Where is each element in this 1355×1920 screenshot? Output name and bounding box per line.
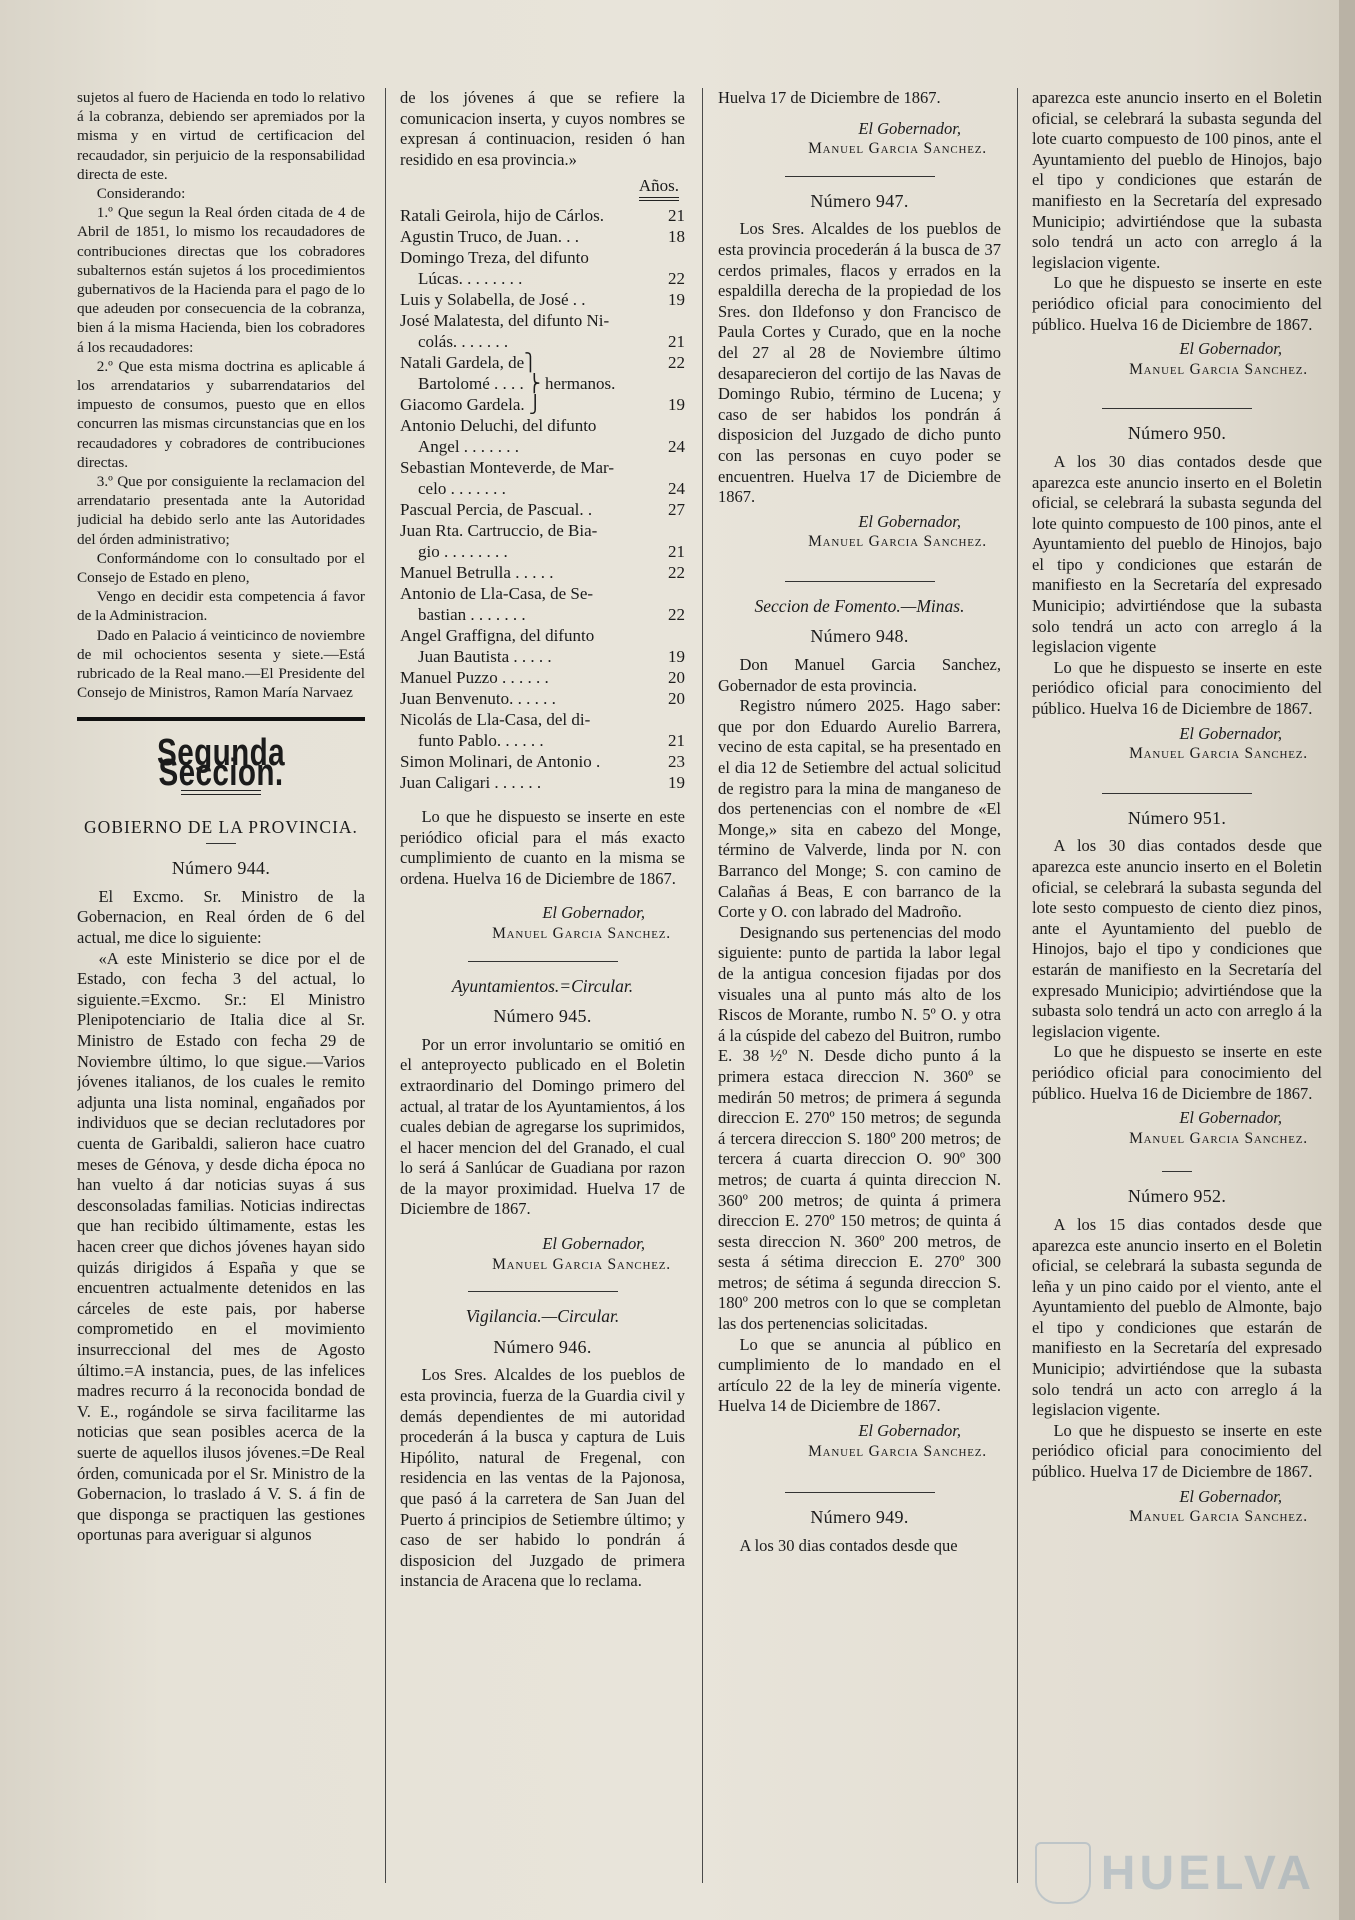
paragraph: A los 30 dias contados desde que aparezca este anuncio inserto en el Boletin oficial, se celebrará la subasta segunda del lote quinto compuesto de 100 pinos, ante el Ayuntamiento del pueblo de Hinojos, bajo el tipo y condiciones que estarán de manifiesto en la Secretaría del expresado Municipio; advirtiéndose que la subasta solo tendrá un acto con arreglo á la legislacion vigente xyxy=(1032,451,1322,657)
list-item xyxy=(400,625,685,646)
person-age xyxy=(651,247,685,268)
paragraph: Lo que he dispuesto se inserte en este periódico oficial para conocimiento del público. Huelva 16 de Diciembre de 1867. xyxy=(1032,1042,1322,1103)
list-item xyxy=(400,478,685,499)
signature-name: Manuel Garcia Sanchez. xyxy=(1129,360,1308,378)
notice-number: Número 948. xyxy=(810,626,909,647)
list-item xyxy=(400,583,685,604)
signature-name: Manuel Garcia Sanchez. xyxy=(1129,1129,1308,1147)
paragraph: 1.º Que segun la Real órden citada de 4 de Abril de 1851, lo mismo los recaudadores de contribuciones directas que los cobradores subalternos están sujetos á los procedimientos gubernativos de la Hacienda para el pago de lo que adeuden por consecuencia de la cobranza, bien á la misma Hacienda, bien los cobradores á los recaudadores: xyxy=(77,204,365,356)
column-3 xyxy=(718,88,1001,1888)
list-item xyxy=(400,520,685,541)
paragraph: A los 15 dias contados desde que aparezca este anuncio inserto en el Boletin oficial, se celebrará la subasta segunda de leña y un pino caido por el viento, ante el Ayuntamiento del pueblo de Almonte, bajo el tipo y condiciones que estarán de manifiesto en la Secretaría del expresado Municipio; advirtiéndose que la subasta solo tendrá un acto con arreglo á la legislacion vigente. xyxy=(1032,1214,1322,1420)
paragraph: Huelva 17 de Diciembre de 1867. xyxy=(718,88,941,107)
person-name: Domingo Treza, del difunto xyxy=(400,247,589,267)
list-item xyxy=(400,247,685,268)
list-item xyxy=(400,604,685,625)
list-item xyxy=(400,415,685,436)
person-age: 24 xyxy=(668,436,685,456)
person-age: 22 xyxy=(668,604,685,624)
paragraph: de los jóvenes á que se refiere la comunicacion inserta, y cuyos nombres se expresan á continuacion, residen ó han residido en esa provincia.» xyxy=(400,88,685,169)
section-divider xyxy=(77,717,365,721)
paragraph: Registro número 2025. Hago saber: que por don Eduardo Aurelio Barrera, vecino de esta capital, se ha presentado en el dia 12 de Setiembre del actual solicitud de registro para la mina de manganeso de dos pertenencias con el nombre de «El Monge,» sita en cabezo del Monge, término de Valverde, linda por N. con Barranco del Monge; S. con camino de Calañas á Beas, E con barranco de la Corte y O. con labrado del Madroño. xyxy=(718,696,1001,922)
paragraph: sujetos al fuero de Hacienda en todo lo relativo á la cobranza, debiendo ser apremiados por la misma y en virtud de certificacion del recaudador, sin perjuicio de la responsabilidad directa de este. xyxy=(77,89,365,183)
signature-name: Manuel Garcia Sanchez. xyxy=(808,533,987,551)
column-rule xyxy=(385,88,386,1883)
paragraph: Lo que he dispuesto se inserte en este periódico oficial para conocimiento del público. Huelva 16 de Diciembre de 1867. xyxy=(1032,273,1322,334)
section-heading: GOBIERNO DE LA PROVINCIA. xyxy=(84,816,358,837)
person-age: 24 xyxy=(668,478,685,498)
list-item xyxy=(400,352,685,373)
person-name: Agustin Truco, de Juan. . . xyxy=(400,226,579,246)
person-age: 20 xyxy=(668,688,685,708)
signature-name: Manuel Garcia Sanchez. xyxy=(808,140,987,158)
list-item xyxy=(400,499,685,520)
paragraph: Los Sres. Alcaldes de los pueblos de esta provincia procederán á la busca de 37 cerdos primales, flacos y errados en la espaldilla derecha de la propiedad de los Sres. don Ildefonso y don Francisco de Paula Cortes y Curado, que en la noche del 27 al 28 de Noviembre último desaparecieron del cortijo de las Navas de Domingo Rubio, término de Lucena; y caso de ser habidos los pondrán á disposicion del Juzgado de dicho punto con las personas en cuyo poder se encuentren. Huelva 17 de Diciembre de 1867. xyxy=(718,219,1001,507)
person-age xyxy=(651,625,685,646)
person-age: 21 xyxy=(668,205,685,225)
paragraph: Dado en Palacio á veinticinco de noviembre de mil ochocientos sesenta y siete.—Está rubricado de la Real mano.—El Presidente del Consejo de Ministros, Ramon María Narvaez xyxy=(77,626,365,702)
paragraph: El Excmo. Sr. Ministro de la Gobernacion, en Real órden de 6 del actual, me dice lo siguiente: xyxy=(77,886,365,948)
list-item xyxy=(400,562,685,583)
list-item xyxy=(400,373,685,394)
notice-number: Número 944. xyxy=(171,858,271,879)
list-item xyxy=(400,751,685,772)
person-name: Juan Caligari . . . . . . xyxy=(400,772,542,792)
signature-title: El Gobernador, xyxy=(542,903,645,923)
double-rule xyxy=(639,197,679,201)
list-item xyxy=(400,310,685,331)
person-name: Natali Gardela, de⎫ xyxy=(400,352,537,372)
list-item xyxy=(400,772,685,793)
person-name: colás. . . . . . . xyxy=(418,331,509,351)
signature-title: El Gobernador, xyxy=(1179,723,1282,743)
list-item xyxy=(400,268,685,289)
person-age: 19 xyxy=(668,289,685,309)
paragraph: Conformándome con lo consultado por el Consejo de Estado en pleno, xyxy=(77,549,365,587)
paragraph: Por un error involuntario se omitió en el anteproyecto publicado en el Boletin extraordinario del Domingo primero del actual, al tratar de los Ayuntamientos, á los cuales debian de agregarse los suprimidos, el hacer mencion del del Granado, el cual lo será á Sanlúcar de Guadiana por razon de la mayor proximidad. Huelva 17 de Diciembre de 1867. xyxy=(400,1034,685,1219)
divider xyxy=(206,843,236,844)
person-name: Lúcas. . . . . . . . xyxy=(418,268,523,288)
person-name: Ratali Geirola, hijo de Cárlos. xyxy=(400,205,604,225)
section-heading: Seccion de Fomento.—Minas. xyxy=(754,595,965,616)
list-item xyxy=(400,226,685,247)
person-name: Simon Molinari, de Antonio . xyxy=(400,751,601,771)
list-item xyxy=(400,541,685,562)
notice-number: Número 951. xyxy=(1127,807,1227,828)
list-item xyxy=(400,394,685,415)
divider xyxy=(1102,793,1252,794)
page-edge xyxy=(1339,0,1355,1920)
person-name: Manuel Betrulla . . . . . xyxy=(400,562,554,582)
person-name: Nicolás de Lla-Casa, del di- xyxy=(400,709,591,729)
person-name: gio . . . . . . . . xyxy=(418,541,508,561)
paragraph: Lo que he dispuesto se inserte en este periódico oficial para conocimiento del público. Huelva 17 de Diciembre de 1867. xyxy=(1032,1420,1322,1482)
person-age: 22 xyxy=(668,352,685,372)
person-age: 22 xyxy=(668,562,685,582)
notice-number: Número 945. xyxy=(493,1006,592,1027)
person-name: Antonio de Lla-Casa, de Se- xyxy=(400,583,594,603)
person-name: José Malatesta, del difunto Ni- xyxy=(400,310,610,330)
section-title: Segunda Seccion. xyxy=(157,731,285,795)
column-rule xyxy=(1017,88,1018,1883)
person-name: Antonio Deluchi, del difunto xyxy=(400,415,597,435)
paragraph: A los 30 dias contados desde que xyxy=(739,1535,958,1555)
person-name: Giacomo Gardela. ⎭ xyxy=(400,394,542,414)
signature-title: El Gobernador, xyxy=(858,511,961,531)
list-item xyxy=(400,436,685,457)
signature-name: Manuel Garcia Sanchez. xyxy=(1129,1508,1308,1526)
divider xyxy=(1102,408,1252,409)
names-list xyxy=(400,205,685,793)
signature-name: Manuel Garcia Sanchez. xyxy=(808,1442,987,1460)
person-name: Juan Rta. Cartruccio, de Bia- xyxy=(400,520,598,540)
person-name: bastian . . . . . . . xyxy=(418,604,526,624)
signature-title: El Gobernador, xyxy=(1179,339,1282,359)
section-heading: Ayuntamientos.=Circular. xyxy=(451,975,634,996)
person-name: Juan Benvenuto. . . . . . xyxy=(400,688,556,708)
paragraph: «A este Ministerio se dice por el de Estado, con fecha 3 del actual, lo siguiente.=Excmo. Sr.: El Ministro Plenipotenciario de Italia dice al Sr. Ministro de Estado con fecha 29 de Noviembre último, lo que sigue.—Varios jóvenes italianos, de los cuales le remito adjunta una lista nominal, engañados por individuos que se decian reclutadores por cuenta de Garibaldi, salieron hace cuatro meses de Génova, y desde dicha época no han vuelto á dar noticias suyas á sus desconsoladas familias. Noticias indirectas que han recibido últimamente, estas les hacen creer que dichos jóvenes hayan sido quizás dirigidos á España y que se encuentren actualmente detenidos en las cárceles de este pais, por haberse comprometido en el movimiento insurreccional del mes de Agosto último.=A instancia, pues, de las infelices madres recurro á la reconocida bondad de V. E., rogándole se sirva facilitarme las noticias que sean posibles acerca de la suerte de aquellos ilusos jóvenes.=De Real órden, comunicada por el Sr. Ministro de la Gobernacion, lo traslado á V. S. á fin de que disponga se practiquen las gestiones oportunas para averiguar si algunos xyxy=(77,948,365,1545)
paragraph: Lo que he dispuesto se inserte en este periódico oficial para el más exacto cumplimiento de cuanto en la misma se ordena. Huelva 16 de Diciembre de 1867. xyxy=(400,806,685,888)
person-age xyxy=(651,520,685,541)
signature-title: El Gobernador, xyxy=(1179,1486,1282,1506)
notice-number: Número 949. xyxy=(810,1507,909,1528)
notice-number: Número 950. xyxy=(1127,423,1227,444)
list-item xyxy=(400,646,685,667)
person-age xyxy=(651,583,685,604)
person-age: 19 xyxy=(668,646,685,666)
list-item xyxy=(400,289,685,310)
paragraph: Considerando: xyxy=(96,185,186,203)
person-age: 22 xyxy=(668,268,685,288)
person-name: Sebastian Monteverde, de Mar- xyxy=(400,457,614,477)
person-age: 23 xyxy=(668,751,685,771)
list-item xyxy=(400,730,685,751)
person-name: Pascual Percia, de Pascual. . xyxy=(400,499,593,519)
paragraph: 3.º Que por consiguiente la reclamacion del arrendatario presentada ante la Autoridad judicial ha debido serlo ante las Autoridades del órden administrativo; xyxy=(77,473,365,548)
paragraph: Don Manuel Garcia Sanchez, Gobernador de esta provincia. xyxy=(718,655,1001,695)
person-name: Luis y Solabella, de José . . xyxy=(400,289,586,309)
column-1 xyxy=(77,88,365,1888)
person-age xyxy=(651,310,685,331)
signature-title: El Gobernador, xyxy=(542,1234,645,1254)
list-item xyxy=(400,331,685,352)
divider xyxy=(785,176,935,177)
column-4 xyxy=(1032,88,1322,1888)
person-age xyxy=(651,373,685,394)
person-age: 21 xyxy=(668,541,685,561)
signature-name: Manuel Garcia Sanchez. xyxy=(492,1255,671,1273)
person-age: 21 xyxy=(668,730,685,750)
archive-watermark xyxy=(1035,1842,1315,1904)
notice-number: Número 947. xyxy=(810,190,909,211)
signature-title: El Gobernador, xyxy=(858,118,961,138)
divider xyxy=(1162,1171,1192,1172)
person-name: Manuel Puzzo . . . . . . xyxy=(400,667,549,687)
divider xyxy=(785,1492,935,1493)
signature-title: El Gobernador, xyxy=(858,1421,961,1441)
person-name: Juan Bautista . . . . . xyxy=(418,646,552,666)
paragraph: Los Sres. Alcaldes de los pueblos de esta provincia, fuerza de la Guardia civil y demás dependientes de mi autoridad procederán á la busca y captura de Luis Hipólito, natural de Fregenal, con residencia en las ventas de la Pajonosa, que pasó á la carretera de San Juan del Puerto á principios de Setiembre último; y caso de ser habido lo pondrán á disposicion del Juzgado de primera instancia de Aracena que lo reclama. xyxy=(400,1365,685,1591)
divider xyxy=(468,1291,618,1292)
divider xyxy=(468,961,618,962)
paragraph: Designando sus pertenencias del modo siguiente: punto de partida la labor legal de la antigua concesion fijadas por dos visuales una al punto más alto de los Riscos de Morante, rumbo N. 5º O. y otra á la cúspide del cabezo del Buitron, rumbo E. 38 ½º N. Desde dicho punto á la primera estaca direccion N. 360º se medirán 50 metros; de primera á segunda direccion E. 270º 150 metros; de segunda á tercera direccion S. 180º 200 metros; de tercera á cuarta direccion O. 90º 300 metros; de cuarta á quinta direccion N. 360º 200 metros; de quinta á primera direccion E. 270º 150 metros; de quinta á sesta direccion N. 360º 200 metros, de sesta á sétima direccion E. 270º 300 metros; de sétima á segunda direccion S. 180º 200 metros con lo que se completan las dos pertenencias solicitadas. xyxy=(718,922,1001,1334)
list-item xyxy=(400,667,685,688)
person-name: Bartolomé . . . . ⎬ hermanos. xyxy=(418,373,616,393)
signature-name: Manuel Garcia Sanchez. xyxy=(492,924,671,942)
paragraph: Lo que se anuncia al público en cumplimiento de lo mandado en el artículo 22 de la ley de minería vigente. Huelva 14 de Diciembre de 1867. xyxy=(718,1334,1001,1416)
person-age xyxy=(651,709,685,730)
person-age: 27 xyxy=(668,499,685,519)
person-age xyxy=(651,457,685,478)
ages-header: Años. xyxy=(638,176,679,196)
notice-number: Número 952. xyxy=(1127,1186,1227,1207)
person-age: 20 xyxy=(668,667,685,687)
list-item xyxy=(400,709,685,730)
list-item xyxy=(400,457,685,478)
paragraph: A los 30 dias contados desde que aparezca este anuncio inserto en el Boletin oficial, se celebrará la subasta segunda del lote sesto compuesto de ciento diez pinos, ante el Ayuntamiento del pueblo de Hinojos, bajo el tipo y condiciones que estarán de manifiesto en la Secretaría del expresado Municipio; advirtiéndose que la subasta solo tendrá un acto con arreglo á la legislacion vigente. xyxy=(1032,836,1322,1041)
person-name: funto Pablo. . . . . . xyxy=(418,730,544,750)
list-item xyxy=(400,688,685,709)
divider xyxy=(785,581,935,582)
paragraph: aparezca este anuncio inserto en el Boletin oficial, se celebrará la subasta segunda del lote cuarto compuesto de 100 pinos, ante el Ayuntamiento del pueblo de Hinojos, bajo el tipo y condiciones que estarán de manifiesto en la Secretaría del expresado Municipio; advirtiéndose que la subasta solo tendrá un acto con arreglo á la legislacion vigente. xyxy=(1032,88,1322,272)
signature-name: Manuel Garcia Sanchez. xyxy=(1129,745,1308,763)
paragraph: Lo que he dispuesto se inserte en este periódico oficial para conocimiento del público. Huelva 16 de Diciembre de 1867. xyxy=(1032,657,1322,719)
person-name: Angel Graffigna, del difunto xyxy=(400,625,595,645)
watermark-text: HUELVA xyxy=(1100,1846,1315,1900)
shield-icon xyxy=(1035,1842,1091,1904)
section-heading: Vigilancia.—Circular. xyxy=(465,1306,620,1327)
person-age xyxy=(651,415,685,436)
column-2 xyxy=(400,88,685,1888)
column-rule xyxy=(702,88,703,1883)
person-age: 21 xyxy=(668,331,685,351)
list-item xyxy=(400,205,685,226)
person-name: Angel . . . . . . . xyxy=(418,436,520,456)
person-age: 18 xyxy=(668,226,685,246)
paragraph: Vengo en decidir esta competencia á favor de la Administracion. xyxy=(77,588,365,625)
notice-number: Número 946. xyxy=(493,1336,592,1357)
person-age: 19 xyxy=(668,394,685,414)
person-name: celo . . . . . . . xyxy=(418,478,506,498)
signature-title: El Gobernador, xyxy=(1179,1108,1282,1128)
person-age: 19 xyxy=(668,772,685,792)
paragraph: 2.º Que esta misma doctrina es aplicable á los arrendatarios y subarrendatarios del impuesto de consumos, puesto que en ellos concurren las mismas circunstancias que en los recaudadores y cobradores de contribuciones directas. xyxy=(77,357,365,471)
